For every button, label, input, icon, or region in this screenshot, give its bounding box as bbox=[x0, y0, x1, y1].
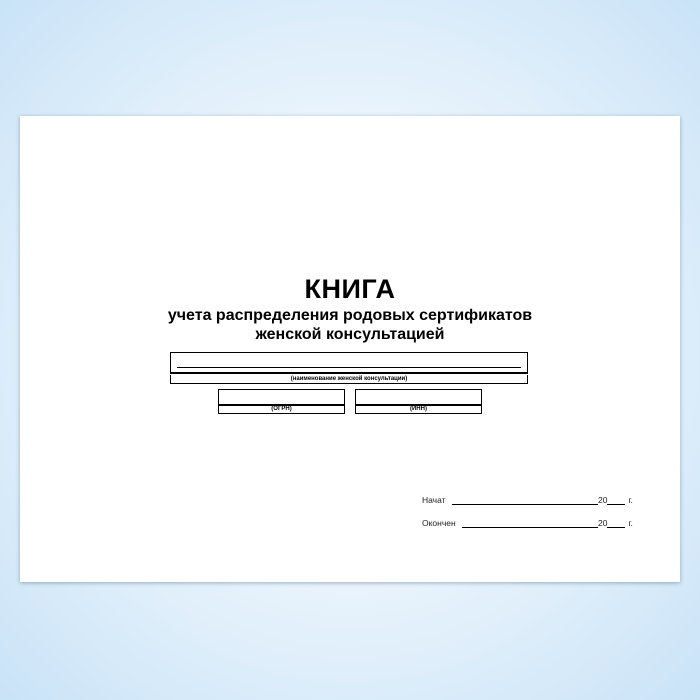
book-subtitle bbox=[20, 306, 680, 344]
end-year-suffix: г. bbox=[628, 518, 633, 528]
journal-cover-page bbox=[20, 116, 680, 582]
subtitle-line-2: женской консультацией bbox=[255, 326, 445, 343]
start-date-label: Начат bbox=[422, 495, 446, 505]
organization-name-caption: (наименование женской консультации) bbox=[170, 375, 528, 384]
start-year-prefix: 20 bbox=[598, 495, 608, 505]
inn-field bbox=[355, 389, 482, 406]
end-year-prefix: 20 bbox=[598, 518, 608, 528]
inn-caption: (ИНН) bbox=[355, 406, 482, 414]
start-date-blank bbox=[452, 494, 598, 505]
organization-name-line bbox=[177, 367, 521, 368]
end-year-blank bbox=[607, 517, 625, 528]
end-date-row bbox=[422, 514, 652, 528]
end-date-label: Окончен bbox=[422, 518, 456, 528]
start-date-row bbox=[422, 491, 652, 505]
organization-name-field bbox=[170, 352, 528, 374]
ogrn-field bbox=[218, 389, 345, 406]
subtitle-line-1: учета распределения родовых сертификатов bbox=[167, 307, 533, 324]
book-title: КНИГА bbox=[304, 274, 396, 304]
start-year-suffix: г. bbox=[628, 495, 633, 505]
end-date-blank bbox=[462, 517, 598, 528]
start-year-blank bbox=[607, 494, 625, 505]
ogrn-caption: (ОГРН) bbox=[218, 406, 345, 414]
